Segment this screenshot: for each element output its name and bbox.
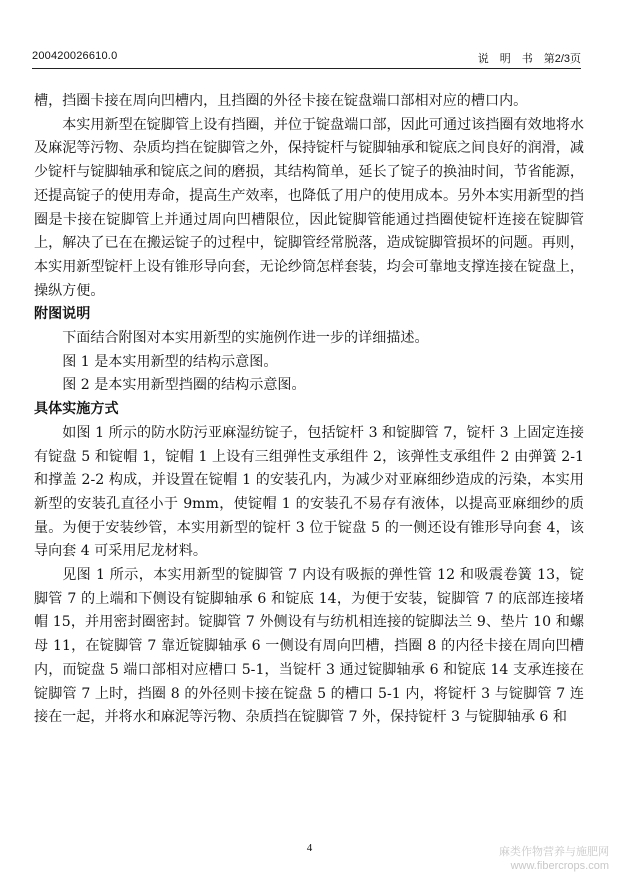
paragraph: 图 1 是本实用新型的结构示意图。 [62, 353, 278, 370]
document-id: 200420026610.0 [32, 50, 118, 62]
paragraph: 下面结合附图对本实用新型的实施例作进一步的详细描述。 [62, 330, 429, 347]
page-label: 说 明 书 第2/3页 [477, 53, 581, 65]
section-heading: 附图说明 [34, 306, 91, 323]
watermark-line-2: www.fibercrops.com [510, 860, 609, 872]
paragraph: 本实用新型在锭脚管上设有挡圈，并位于锭盘端口部，因此可通过该挡圈有效地将水及麻泥等污物、杂质均挡在锭脚管之外，保持锭杆与锭脚轴承和锭底之间良好的润滑，减少锭杆与锭脚轴承和锭底之间的磨损，其结构简单，延长了锭子的换油时间，节省能源，还提高锭子的使用寿命，提高生产效率，也降低了用户的使用成本。另外本实用新型的挡圈是卡接在锭脚管上并通过周向凹槽限位，因此锭脚管能通过挡圈使锭杆连接在锭脚管上，解决了已在在搬运锭子的过程中，锭脚管经常脱落，造成锭脚管损坏的问题。再则，本实用新型锭杆上设有锥形导向套，无论纱筒怎样套装，均会可靠地支撑连接在锭盘上，操纵方便。 [34, 116, 584, 299]
paragraph: 见图 1 所示，本实用新型的锭脚管 7 内设有吸振的弹性管 12 和吸震卷簧 13，锭脚管 7 的上端和下侧设有锭脚轴承 6 和锭底 14，为便于安装，锭脚管 7 的底部连接堵帽 15，并用密封圈密封。锭脚管 7 外侧设有与纺机相连接的锭脚法兰 9、垫片 10 和螺母 11，在锭脚管 7 靠近锭脚轴承 6 一侧设有周向凹槽，挡圈 8 的内径卡接在周向凹槽内，而锭盘 5 端口部相对应槽口 5-1，当锭杆 3 通过锭脚轴承 6 和锭底 14 支承连接在锭脚管 7 上时，挡圈 8 的外径则卡接在锭盘 5 的槽口 5-1 内，将锭杆 3 与锭脚管 7 连接在一起，并将水和麻泥等污物、杂质挡在锭脚管 7 外，保持锭杆 3 与锭脚轴承 6 和 [34, 567, 584, 726]
paragraph: 图 2 是本实用新型挡圈的结构示意图。 [62, 377, 306, 394]
document-body [34, 90, 584, 730]
header-rule [32, 68, 581, 69]
page-header [32, 44, 581, 68]
section-heading: 具体实施方式 [34, 401, 119, 418]
watermark [499, 845, 609, 873]
paragraph: 槽，挡圈卡接在周向凹槽内，且挡圈的外径卡接在锭盘端口部相对应的槽口内。 [34, 93, 528, 109]
page-number: 4 [306, 842, 313, 854]
watermark-line-1: 麻类作物营养与施肥网 [499, 846, 609, 858]
paragraph: 如图 1 所示的防水防污亚麻湿纺锭子，包括锭杆 3 和锭脚管 7，锭杆 3 上固定连接有锭盘 5 和锭帽 1，锭帽 1 上设有三组弹性支承组件 2，该弹性支承组件 2 由弹簧 2-1 和撑盖 2-2 构成，并设置在锭帽 1 的安装孔内，为减少对亚麻细纱造成的污染，本实用新型的安装孔直径小于 9mm，使锭帽 1 的安装孔不易存有液体，以提高亚麻细纱的质量。为便于安装纱管，本实用新型的锭杆 3 位于锭盘 5 的一侧还设有锥形导向套 4，该导向套 4 可采用尼龙材料。 [34, 424, 584, 560]
